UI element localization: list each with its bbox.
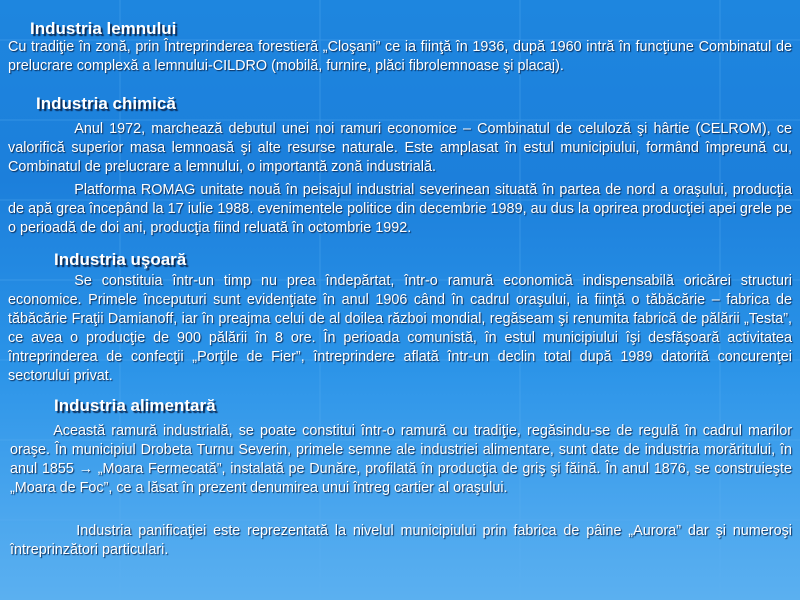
paragraph-chimica-1: Anul 1972, marchează debutul unei noi ramuri economice – Combinatul de celuloză şi hârtie (CELROM), ce valorifică superior masa lemnoasă şi alte resurse naturale. Este amplasat în estul municipiului, formând împreună cu, Combinatul de prelucrare a lemnului, o importantă zonă industrială. [8, 121, 792, 175]
paragraph-chimica-2: Platforma ROMAG unitate nouă în peisajul industrial severinean situată în partea de nord a oraşului, producţia de apă grea începând la 17 iulie 1988. evenimentele politice din decembrie 1989, au dus la oprirea producţiei apei grele pe o perioadă de doi ani, producţia fiind reluată în octombrie 1992. [8, 182, 792, 236]
section-title-usoara: Industria uşoară [54, 250, 187, 269]
section-title-chimica: Industria chimică [36, 94, 176, 113]
paragraph-lemnului: Cu tradiţie în zonă, prin Întreprinderea forestieră „Cloşani” ce ia fiinţă în 1936, după 1960 intră în funcţiune Combinatul de prelucrare complexă a lemnului-CILDRO (mobilă, furnire, plăci fibrolemnoase şi placaj). [8, 39, 792, 74]
paragraph-usoara: Se constituia într-un timp nu prea îndepărtat, într-o ramură economică indispensabilă oricărei structuri economice. Primele începuturi sunt evidenţiate în anul 1906 când în cadrul oraşului, ia fiinţă o tăbăcărie – fabrica de tăbăcărie Fraţii Damianoff, iar în preajma celui de al doilea război mondial, regăseam şi renumita fabrică de pălării „Testa”, ce avea o producţie de 900 pălării în 8 ore. În perioada comunistă, în estul municipiului îşi desfăşoară activitatea întreprinderea de confecţii „Porţile de Fier”, întreprindere aflată într-un declin total după 1989 datorită concurenţei sectorului privat. [8, 273, 792, 384]
section-title-alimentara: Industria alimentară [54, 396, 216, 415]
paragraph-alimentara-2: Industria panificaţiei este reprezentată la nivelul municipiului prin fabrica de pâine „Aurora” dar şi numeroşi întreprinzători particulari. [10, 523, 792, 558]
paragraph-alimentara-1: Această ramură industrială, se poate constitui într-o ramură cu tradiţie, regăsindu-se de regulă în cadrul marilor oraşe. În municipiul Drobeta Turnu Severin, primele semne ale industriei alimentare, sunt date de industria morăritului, în anul 1855 → „Moara Fermecată”, instalată pe Dunăre, profilată în producţia de griş şi făină. În anul 1876, se construieşte „Moara de Foc”, ce a lăsat în prezent denumirea unui întreg cartier al oraşului. [10, 423, 792, 496]
section-title-lemnului: Industria lemnului [30, 19, 177, 38]
